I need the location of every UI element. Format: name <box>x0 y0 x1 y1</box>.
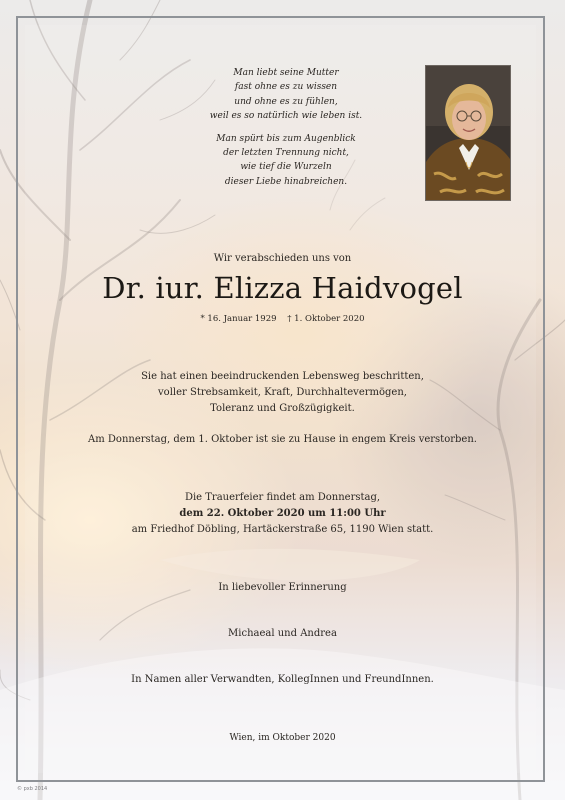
image-credit: © pxb 2014 <box>17 786 48 792</box>
poem-line: dieser Liebe hinabreichen. <box>224 176 348 187</box>
portrait-photo <box>425 65 511 201</box>
place-date: Wien, im Oktober 2020 <box>229 733 336 743</box>
poem-line: fast ohne es zu wissen <box>234 82 338 93</box>
deceased-name: Dr. iur. Elizza Haidvogel <box>102 271 463 305</box>
funeral-date-time: dem 22. Oktober 2020 um 11:00 Uhr <box>179 508 386 519</box>
in-memory-text: In liebevoller Erinnerung <box>218 582 347 593</box>
portrait-image <box>426 66 511 201</box>
funeral-line: Die Trauerfeier findet am Donnerstag, <box>184 492 381 503</box>
tribute-line: Sie hat einen beeindruckenden Lebensweg beschritten, <box>141 371 424 382</box>
death-notice: Am Donnerstag, dem 1. Oktober ist sie zu Hause in engem Kreis verstorben. <box>88 434 477 445</box>
family-names: Michaeal und Andrea <box>228 628 337 639</box>
birth-date: * 16. Januar 1929 <box>200 314 277 324</box>
tribute-text <box>0 369 565 417</box>
funeral-details <box>0 490 565 538</box>
poem-line: und ohne es zu fühlen, <box>234 96 338 107</box>
death-date: † 1. Oktober 2020 <box>287 314 365 324</box>
poem-line: Man spürt bis zum Augenblick <box>216 133 356 144</box>
poem-line: wie tief die Wurzeln <box>240 162 332 173</box>
funeral-location: am Friedhof Döbling, Hartäckerstraße 65, 1190 Wien statt. <box>131 524 434 535</box>
relatives-text: In Namen aller Verwandten, KollegInnen und FreundInnen. <box>131 674 434 685</box>
farewell-intro: Wir verabschieden uns von <box>213 253 352 264</box>
life-dates <box>0 314 565 324</box>
poem-stanza-2 <box>190 132 382 190</box>
tribute-line: Toleranz und Großzügigkeit. <box>210 403 355 414</box>
poem-stanza-1 <box>190 66 382 124</box>
poem-line: weil es so natürlich wie leben ist. <box>209 111 363 122</box>
tribute-line: voller Strebsamkeit, Kraft, Durchhaltevermögen, <box>158 387 407 398</box>
memorial-poem <box>190 66 382 197</box>
poem-line: der letzten Trennung nicht, <box>223 148 349 159</box>
poem-line: Man liebt seine Mutter <box>233 68 339 78</box>
